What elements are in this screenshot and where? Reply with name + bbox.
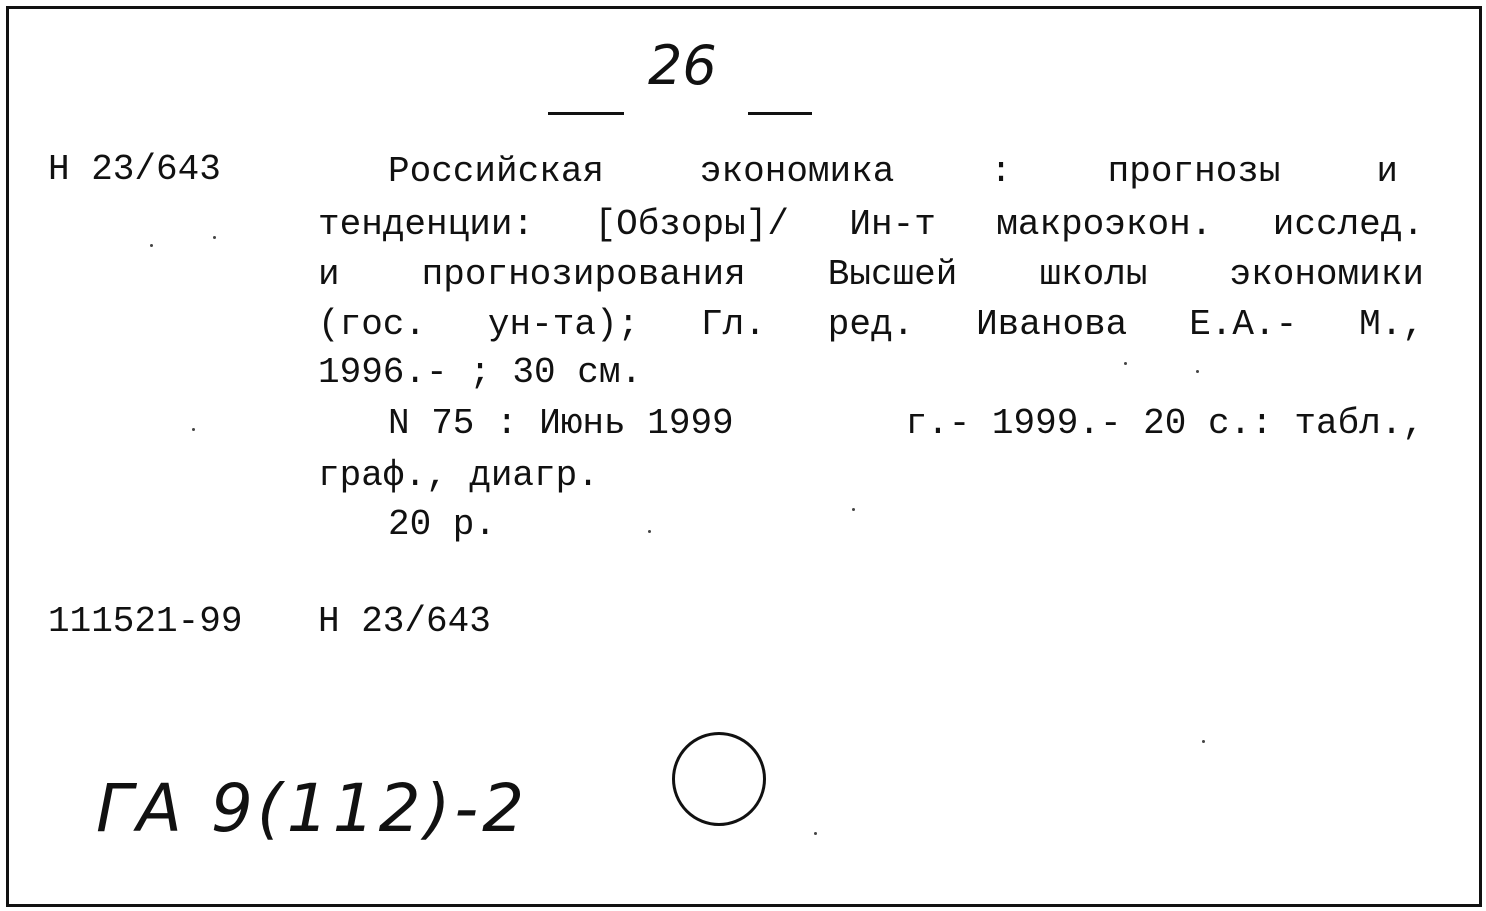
entry-word: экономики	[1229, 254, 1424, 295]
issue-line	[388, 404, 1424, 444]
entry-word: М.,	[1359, 304, 1424, 345]
scan-speck	[1196, 370, 1199, 373]
entry-word: [Обзоры]/	[594, 204, 789, 245]
entry-word: тенденции:	[318, 204, 535, 245]
entry-word: ун-та);	[487, 304, 640, 345]
entry-word: школы	[1039, 254, 1148, 295]
entry-word: и	[1376, 151, 1398, 192]
entry-line-4	[318, 305, 1424, 345]
entry-word: Ин-т	[849, 204, 936, 245]
scan-speck	[814, 832, 817, 835]
entry-word: прогнозирования	[421, 254, 746, 295]
underline-left	[548, 112, 624, 115]
scan-speck	[150, 244, 153, 247]
scan-speck	[192, 428, 195, 431]
entry-line-2	[318, 205, 1424, 245]
entry-word: ред.	[827, 304, 915, 345]
issue-number: N 75 : Июнь 1999	[388, 403, 734, 444]
punch-hole-icon	[672, 732, 766, 826]
entry-line-1	[388, 152, 1398, 192]
price: 20 р.	[388, 504, 497, 545]
entry-word: (гос.	[318, 304, 427, 345]
entry-word: Российская	[388, 151, 605, 192]
underline-right	[748, 112, 812, 115]
entry-word: и	[318, 254, 340, 295]
footer-call-number: Н 23/643	[318, 601, 491, 642]
entry-word: прогнозы	[1107, 151, 1281, 192]
inventory-number: 111521-99	[48, 601, 243, 642]
entry-word: Высшей	[827, 254, 958, 295]
scan-speck	[648, 530, 651, 533]
entry-word: Е.А.-	[1189, 304, 1298, 345]
issue-details: г.- 1999.- 20 с.: табл.,	[905, 403, 1424, 444]
entry-word: :	[990, 151, 1012, 192]
handwritten-page-number: 26	[648, 34, 717, 97]
scan-speck	[213, 236, 216, 239]
scan-speck	[1124, 362, 1127, 365]
entry-word: Гл.	[701, 304, 766, 345]
entry-word: исслед.	[1272, 204, 1424, 245]
scan-speck	[1202, 740, 1205, 743]
entry-line-3	[318, 255, 1424, 295]
entry-line-5: 1996.- ; 30 см.	[318, 352, 643, 393]
entry-word: экономика	[699, 151, 895, 192]
handwritten-classification: ГА 9(112)-2	[96, 770, 529, 847]
entry-word: Иванова	[976, 304, 1128, 345]
entry-word: макроэкон.	[996, 204, 1213, 245]
scan-speck	[852, 508, 855, 511]
call-number: Н 23/643	[48, 149, 221, 190]
issue-line-2: граф., диагр.	[318, 455, 599, 496]
